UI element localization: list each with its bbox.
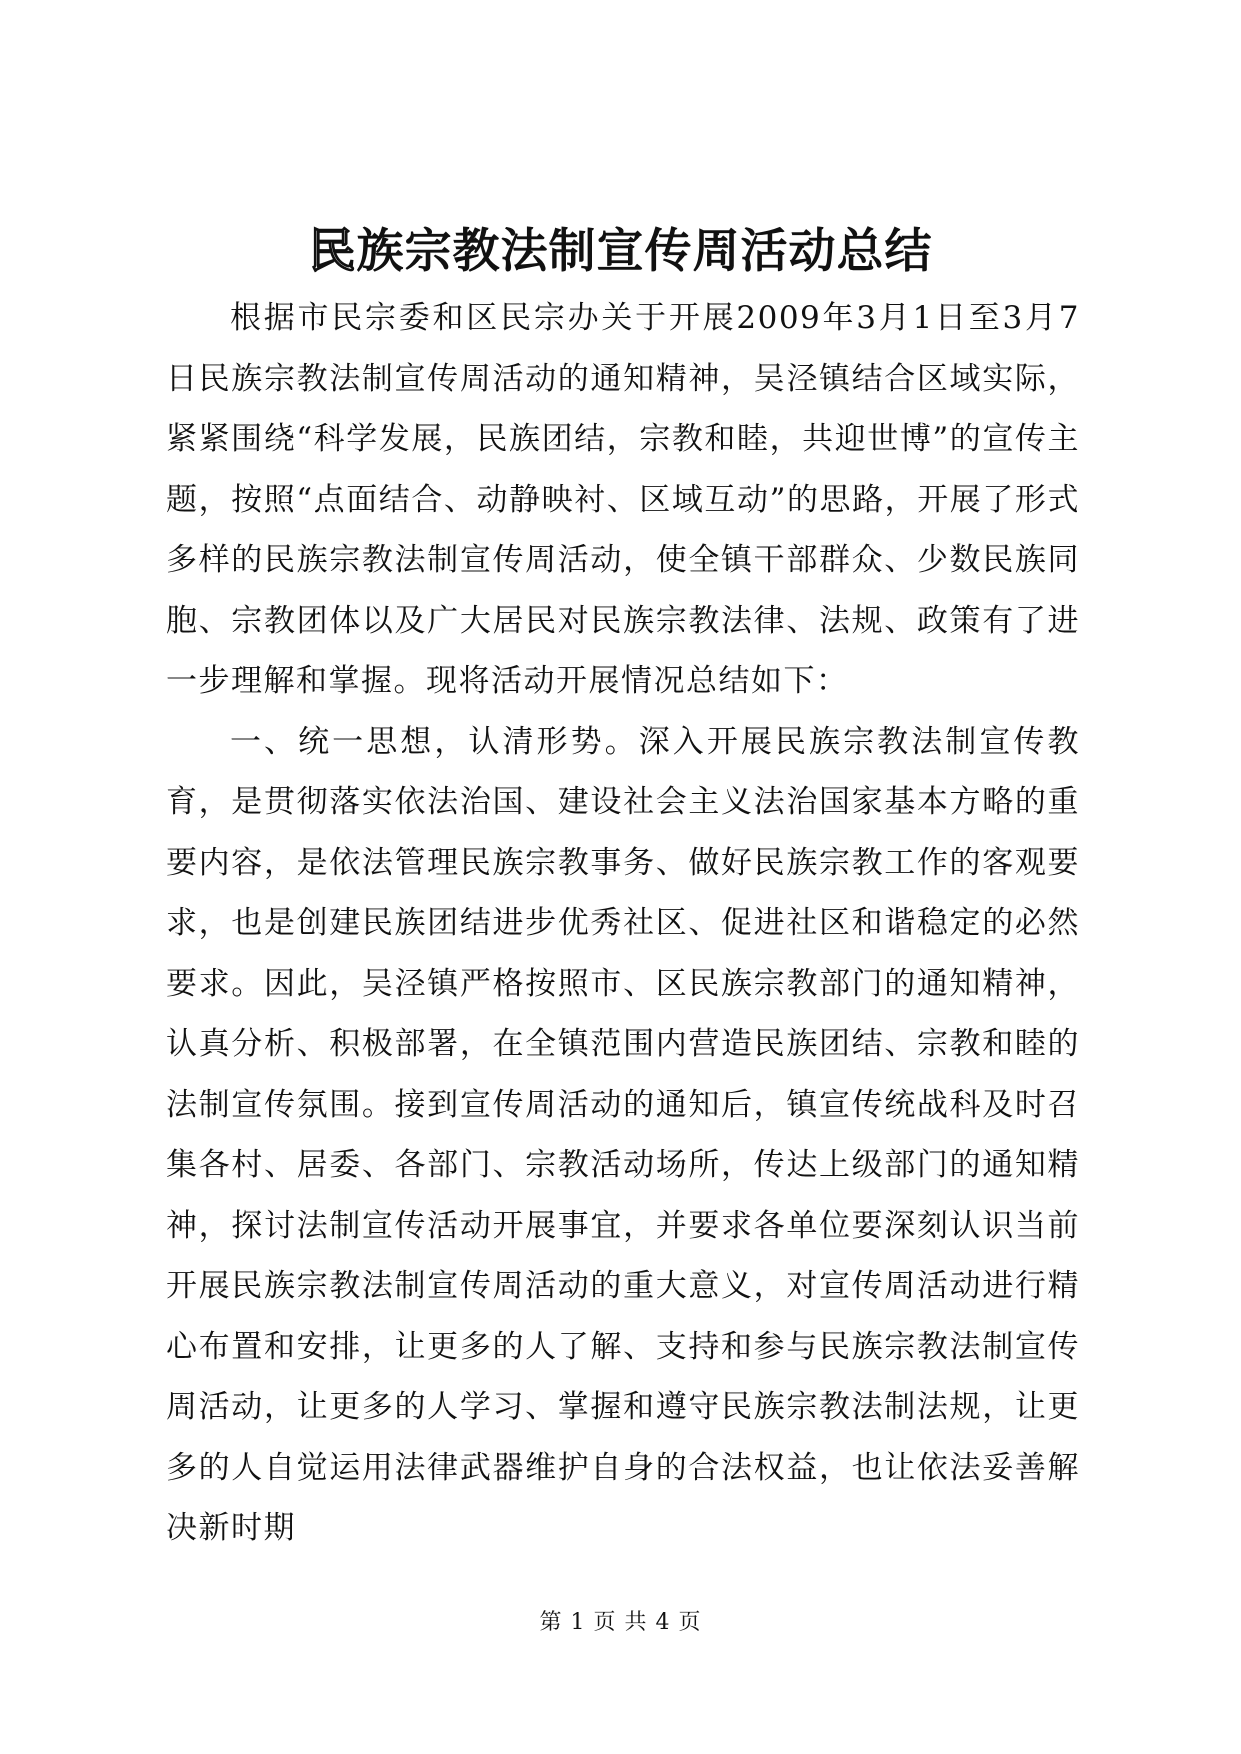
title-first-char: 民: [308, 224, 357, 279]
title-rest: 族宗教法制宣传周活动总结: [356, 224, 933, 279]
document-title: [0, 222, 1241, 282]
document-body: [166, 288, 1080, 1559]
paragraph-intro: 根据市民宗委和区民宗办关于开展2009年3月1日至3月7日民族宗教法制宣传周活动的通知精神，吴泾镇结合区域实际，紧紧围绕“科学发展，民族团结，宗教和睦，共迎世博”的宣传主题，按照“点面结合、动静映衬、区域互动”的思路，开展了形式多样的民族宗教法制宣传周活动，使全镇干部群众、少数民族同胞、宗教团体以及广大居民对民族宗教法律、法规、政策有了进一步理解和掌握。现将活动开展情况总结如下：: [166, 300, 1080, 699]
paragraph-section-1: 一、统一思想，认清形势。深入开展民族宗教法制宣传教育，是贯彻落实依法治国、建设社会主义法治国家基本方略的重要内容，是依法管理民族宗教事务、做好民族宗教工作的客观要求，也是创建民族团结进步优秀社区、促进社区和谐稳定的必然要求。因此，吴泾镇严格按照市、区民族宗教部门的通知精神，认真分析、积极部署，在全镇范围内营造民族团结、宗教和睦的法制宣传氛围。接到宣传周活动的通知后，镇宣传统战科及时召集各村、居委、各部门、宗教活动场所，传达上级部门的通知精神，探讨法制宣传活动开展事宜，并要求各单位要深刻认识当前开展民族宗教法制宣传周活动的重大意义，对宣传周活动进行精心布置和安排，让更多的人了解、支持和参与民族宗教法制宣传周活动，让更多的人学习、掌握和遵守民族宗教法制法规，让更多的人自觉运用法律武器维护自身的合法权益，也让依法妥善解决新时期: [166, 723, 1080, 1546]
page-footer: 第 1 页 共 4 页: [539, 1610, 702, 1635]
